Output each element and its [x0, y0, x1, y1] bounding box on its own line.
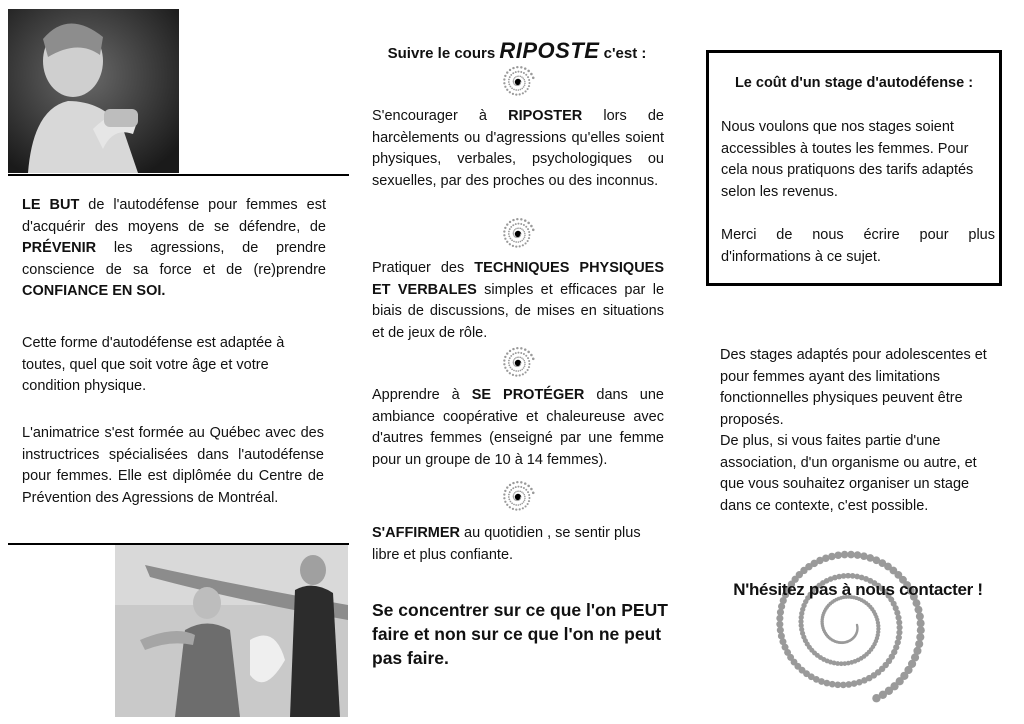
item-techniques-text-2: simples et efficaces par le biais de discussions, de mises en situations et de jeux de rôle. — [372, 281, 665, 341]
confidence-label: CONFIANCE EN SOI. — [22, 283, 166, 299]
item-techniques — [372, 258, 664, 344]
contact-callout: N'hésitez pas à nous contacter ! — [733, 580, 983, 599]
goal-text-2: les agressions, de prendre conscience de sa force et de (re)prendre — [22, 240, 326, 278]
item-protect-text-1: Apprendre à — [372, 387, 472, 403]
item-affirm-text: au quotidien , se sentir plus libre et plus confiante. — [372, 525, 641, 563]
item-protect-label: SE PROTÉGER — [471, 387, 585, 403]
item-techniques-label: TECHNIQUES PHYSIQUES ET VERBALES — [372, 260, 665, 298]
instructor-paragraph — [22, 423, 324, 509]
closing-statement: Se concentrer sur ce que l'on PEUT faire et non sur ce que l'on ne peut pas faire. — [372, 600, 668, 668]
cost-box-text-2: Merci de nous écrire pour plus d'informations à ce sujet. — [721, 227, 995, 265]
cost-box-text-1: Nous voulons que nos stages soient accessibles à toutes les femmes. Pour cela nous pratiquons des tarifs adaptés selon les revenus. — [721, 119, 974, 200]
cost-box — [706, 50, 1002, 286]
adapted-paragraph — [22, 333, 326, 398]
item-riposter-text-2: lors de harcèlements ou d'agressions qu'elles soient physiques, verbales, psychologiques ou sexuelles, par des proches ou des inconnus. — [372, 108, 664, 189]
item-affirm — [372, 523, 664, 566]
dot-spiral-icon — [500, 345, 536, 381]
item-riposter-label: RIPOSTER — [508, 108, 583, 124]
course-heading-suffix: c'est : — [599, 45, 647, 62]
goal-label: LE BUT — [22, 197, 80, 213]
instructor-text: L'animatrice s'est formée au Québec avec des instructrices spécialisées dans l'autodéfense pour femmes. Elle est diplômée du Centre de Prévention des Agressions de Montréal. — [22, 425, 324, 506]
item-techniques-text-1: Pratiquer des — [372, 260, 475, 276]
item-riposter-text-1: S'encourager à — [372, 108, 509, 124]
adapted-text: Cette forme d'autodéfense est adaptée à toutes, quel que soit votre âge et votre condition physique. — [22, 335, 285, 394]
large-dot-spiral-icon — [760, 540, 930, 710]
dot-spiral-icon — [500, 64, 536, 100]
adapted-stages-paragraph: Des stages adaptés pour adolescentes et pour femmes ayant des limitations fonctionnelles physiques peuvent être proposés. — [720, 347, 987, 428]
photo-practice-session — [115, 545, 348, 717]
divider-top — [8, 174, 349, 176]
item-affirm-label: S'AFFIRMER — [372, 525, 461, 541]
photo-woman-wrist — [8, 9, 179, 173]
goal-text-1: de l'autodéfense pour femmes est d'acquérir des moyens de se défendre, de — [22, 197, 326, 235]
dot-spiral-icon — [500, 216, 536, 252]
association-paragraph: De plus, si vous faites partie d'une association, d'un organisme ou autre, et que vous souhaitez organiser un stage dans ce contexte, c'est possible. — [720, 433, 977, 514]
course-heading-prefix: Suivre le cours — [387, 45, 500, 62]
brand-name: RIPOSTE — [499, 38, 600, 63]
item-protect — [372, 385, 664, 471]
item-riposter — [372, 106, 664, 192]
course-heading — [372, 38, 662, 64]
prevent-label: PRÉVENIR — [22, 240, 97, 256]
dot-spiral-icon — [500, 479, 536, 515]
item-protect-text-2: dans une ambiance coopérative et chaleureuse avec d'autres femmes (enseigné par une femme pour un groupe de 10 à 14 femmes). — [372, 387, 664, 468]
goal-paragraph — [22, 195, 326, 303]
cost-box-title: Le coût d'un stage d'autodéfense : — [734, 75, 974, 91]
